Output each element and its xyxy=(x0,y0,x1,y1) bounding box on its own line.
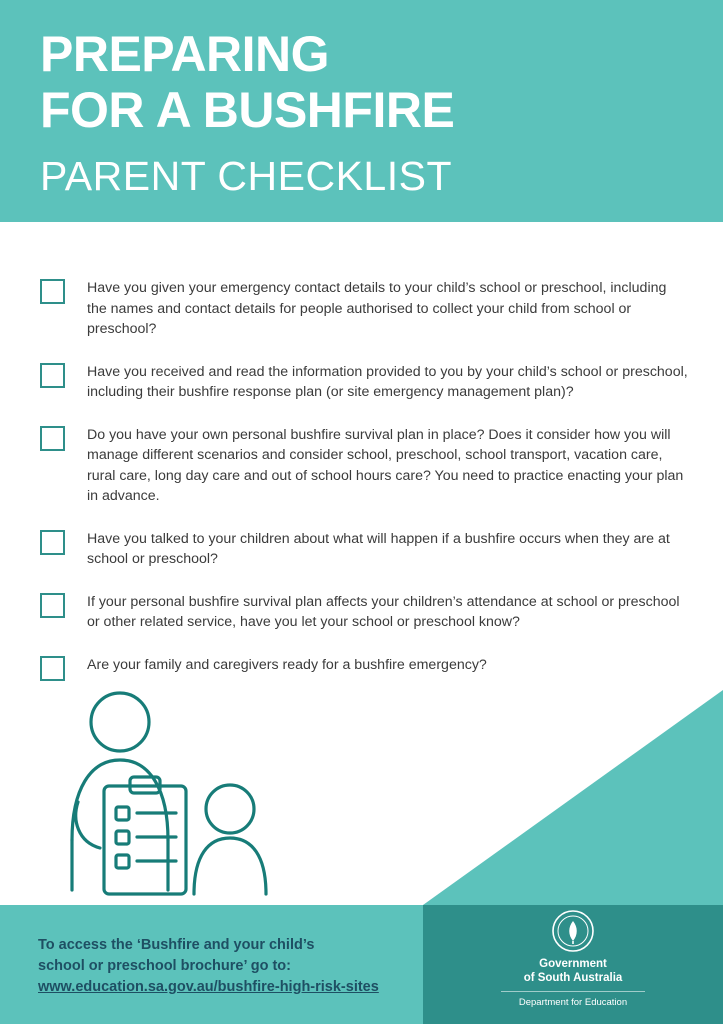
checklist-item-label: Have you given your emergency contact details to your child’s school or preschool, including the names and contact details for people authorised to collect your child from school or preschool? xyxy=(87,280,667,337)
checkbox-icon[interactable] xyxy=(40,426,65,451)
checklist-item[interactable] xyxy=(40,529,690,570)
department-name: Department for Education xyxy=(501,991,645,1009)
footer-cta-line-1: To access the ‘Bushfire and your child’s xyxy=(38,937,315,953)
checkbox-icon[interactable] xyxy=(40,363,65,388)
checklist-item[interactable] xyxy=(40,425,690,507)
government-logo xyxy=(423,909,723,1010)
page-title-line-1: PREPARING xyxy=(40,26,330,82)
checklist-item[interactable] xyxy=(40,362,690,403)
government-name-line-1: Government xyxy=(539,958,607,970)
checklist-item-label: Do you have your own personal bushfire survival plan in place? Does it consider how you will manage different scenarios and consider school, preschool, school transport, vacation care, rural care, long day care and out of school hours care? You need to practice enacting your plan in advance. xyxy=(87,426,684,504)
government-name-line-2: of South Australia xyxy=(523,971,623,984)
footer-cta xyxy=(38,935,379,998)
page-header xyxy=(0,0,723,222)
checkbox-icon[interactable] xyxy=(40,530,65,555)
footer-url-link[interactable]: www.education.sa.gov.au/bushfire-high-risk-sites xyxy=(38,979,379,995)
checklist-item[interactable] xyxy=(40,655,690,681)
checkbox-icon[interactable] xyxy=(40,279,65,304)
page-footer xyxy=(0,905,723,1024)
parent-and-child-illustration xyxy=(42,690,312,905)
sa-government-crest-icon xyxy=(551,909,595,953)
checklist-item-label: Have you received and read the information provided to you by your child’s school or preschool, including their bushfire response plan (or site emergency management plan)? xyxy=(87,363,688,400)
checklist-item-label: If your personal bushfire survival plan affects your children’s attendance at school or preschool or other related service, have you let your school or preschool know? xyxy=(87,593,680,630)
footer-cta-line-2: school or preschool brochure’ go to: xyxy=(38,958,291,974)
checklist-item[interactable] xyxy=(40,592,690,633)
decorative-wedge xyxy=(423,690,723,905)
checklist-item-label: Are your family and caregivers ready for a bushfire emergency? xyxy=(87,656,487,673)
checkbox-icon[interactable] xyxy=(40,656,65,681)
checklist xyxy=(40,278,690,703)
checkbox-icon[interactable] xyxy=(40,593,65,618)
checklist-item[interactable] xyxy=(40,278,690,340)
page-title-line-2: FOR A BUSHFIRE xyxy=(40,82,455,138)
page-subtitle: PARENT CHECKLIST xyxy=(40,153,453,199)
checklist-item-label: Have you talked to your children about what will happen if a bushfire occurs when they are at school or preschool? xyxy=(87,530,670,567)
